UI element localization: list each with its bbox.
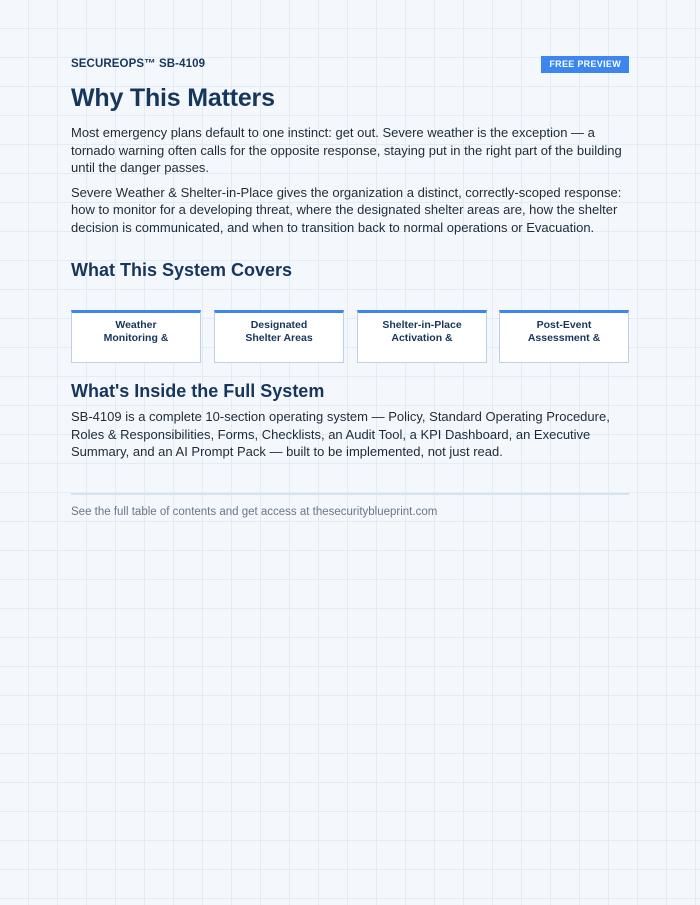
coverage-card-shelter-activation bbox=[357, 310, 487, 363]
coverage-card-post-event bbox=[499, 310, 629, 363]
card-title-line: Shelter-in-Place bbox=[382, 319, 462, 331]
inside-paragraph: SB-4109 is a complete 10-section operating system — Policy, Standard Operating Procedure, Roles & Responsibilities, Forms, Checklists, an Audit Tool, a KPI Dashboard, an Executive Summary, and an AI Prompt Pack — built to be implemented, not just read. bbox=[71, 409, 610, 459]
intro-section bbox=[71, 124, 629, 243]
card-title-line: Shelter Areas bbox=[245, 332, 313, 344]
card-title-line: Activation & bbox=[391, 332, 453, 344]
divider bbox=[71, 493, 629, 495]
card-title-line: Assessment & bbox=[527, 332, 601, 344]
coverage-card-shelter-areas bbox=[214, 310, 344, 363]
free-preview-badge: FREE PREVIEW bbox=[541, 56, 629, 73]
coverage-card-weather-monitoring bbox=[71, 310, 201, 363]
card-title-line: Weather bbox=[115, 319, 157, 331]
document-code: SECUREOPS™ SB-4109 bbox=[71, 58, 206, 70]
header-bar bbox=[71, 56, 629, 73]
card-title-line: Post-Event bbox=[536, 319, 592, 331]
page-title: Why This Matters bbox=[71, 84, 275, 112]
card-title-line: Monitoring & bbox=[103, 332, 169, 344]
footer-access-text: See the full table of contents and get access at thesecurityblueprint.com bbox=[71, 506, 438, 518]
coverage-cards bbox=[71, 310, 629, 363]
intro-paragraph-1: Most emergency plans default to one instinct: get out. Severe weather is the exception — a tornado warning often calls for the opposite response, staying put in the right part of the building until the danger passes. bbox=[71, 125, 622, 175]
covers-heading: What This System Covers bbox=[71, 260, 293, 280]
inside-heading: What's Inside the Full System bbox=[71, 381, 325, 401]
card-title-line: Designated bbox=[250, 319, 308, 331]
intro-paragraph-2: Severe Weather & Shelter-in-Place gives the organization a distinct, correctly-scoped response: how to monitor for a developing threat, where the designated shelter areas are, how the shelter decision is communicated, and when to transition back to normal operations or Evacuation. bbox=[71, 184, 622, 235]
